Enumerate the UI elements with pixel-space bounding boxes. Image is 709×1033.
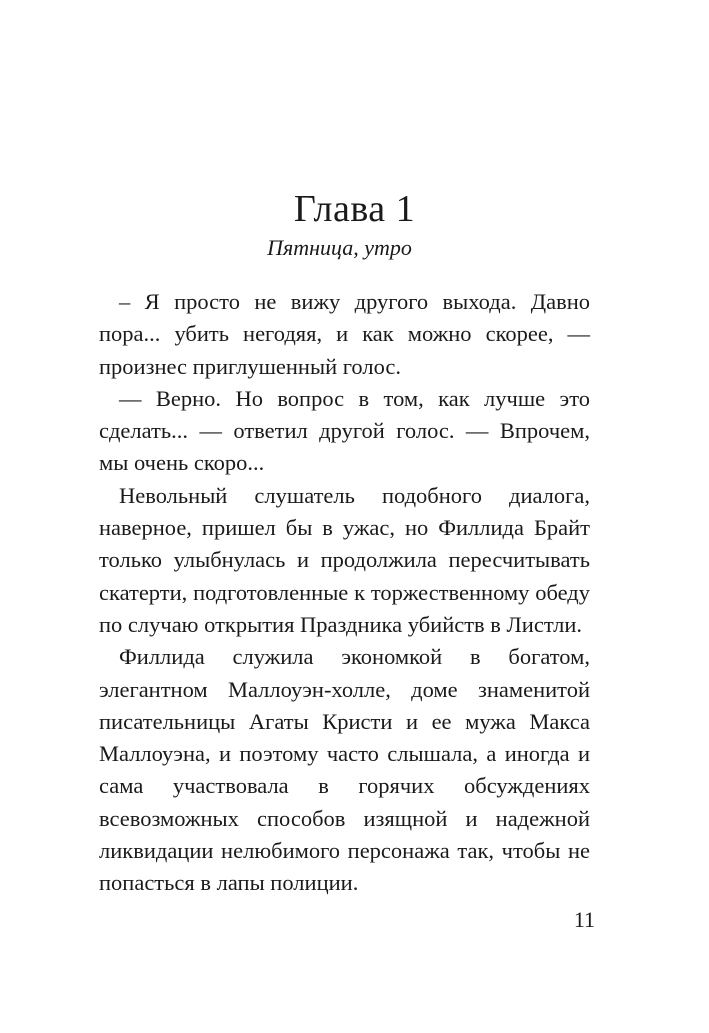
paragraph-2: — Верно. Но вопрос в том, как лучше это сделать... — ответил другой голос. — Впрочем, мы очень скоро... [99, 385, 590, 476]
paragraph-3: Невольный слушатель подобного диалога, наверное, пришел бы в ужас, но Филлида Брайт только улыбнулась и продолжила пересчитывать скатерти, подготовленные к торжественному обеду по случаю открытия Праздника убийств в Листли. [99, 482, 590, 637]
paragraph-4: Филлида служила экономкой в богатом, элегантном Маллоуэн-холле, доме знаменитой писательницы Агаты Кристи и ее мужа Макса Маллоуэна, и поэтому часто слышала, а иногда и сама участвовала в горячих обсуждениях всевозможных способов изящной и надежной ликвидации нелюбимого персонажа так, чтобы не попасться в лапы полиции. [99, 644, 590, 896]
page-number: 11 [573, 907, 595, 932]
chapter-subtitle: Пятница, утро [267, 235, 412, 260]
body-text [99, 286, 590, 900]
paragraph-1: – Я просто не вижу другого выхода. Давно пора... убить негодяя, и как можно скорее, — произнес приглушенный голос. [99, 289, 590, 379]
chapter-title: Глава 1 [293, 188, 416, 230]
